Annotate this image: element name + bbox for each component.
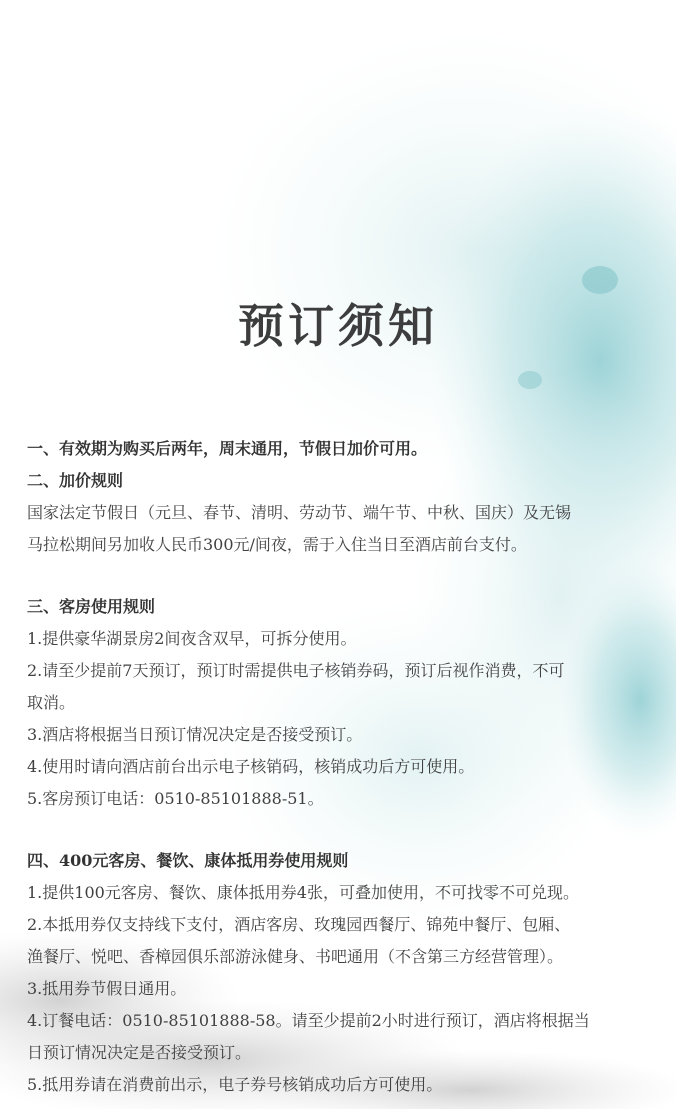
room-rule-line: 1.提供豪华湖景房2间夜含双早，可拆分使用。 <box>27 629 357 648</box>
page-title: 预订须知 <box>238 299 438 353</box>
room-rule-line: 5.客房预订电话：0510-85101888-51。 <box>27 789 324 808</box>
voucher-rule-line: 4.订餐电话：0510-85101888-58。请至少提前2小时进行预订，酒店将根据当 <box>27 1011 590 1030</box>
voucher-rule-line: 2.本抵用券仅支持线下支付，酒店客房、玫瑰园西餐厅、锦苑中餐厅、包厢、 <box>27 915 571 934</box>
surcharge-line: 马拉松期间另加收人民币300元/间夜，需于入住当日至酒店前台支付。 <box>27 535 527 554</box>
voucher-rule-line: 3.抵用券节假日通用。 <box>27 979 187 998</box>
room-rule-line: 3.酒店将根据当日预订情况决定是否接受预订。 <box>27 725 363 744</box>
surcharge-line: 国家法定节假日（元旦、春节、清明、劳动节、端午节、中秋、国庆）及无锡 <box>27 503 572 522</box>
voucher-rule-line: 渔餐厅、悦吧、香樟园俱乐部游泳健身、书吧通用（不含第三方经营管理）。 <box>27 947 564 966</box>
voucher-rules-heading: 四、400元客房、餐饮、康体抵用券使用规则 <box>27 851 349 870</box>
voucher-rule-line: 1.提供100元客房、餐饮、康体抵用券4张，可叠加使用，不可找零不可兑现。 <box>27 883 579 902</box>
room-rule-line: 取消。 <box>27 693 76 712</box>
room-rule-line: 4.使用时请向酒店前台出示电子核销码，核销成功后方可使用。 <box>27 757 475 776</box>
voucher-rule-line: 日预订情况决定是否接受预订。 <box>27 1043 252 1062</box>
surcharge-heading: 二、加价规则 <box>27 471 124 490</box>
room-rules-heading: 三、客房使用规则 <box>27 597 156 616</box>
voucher-rule-line: 5.抵用券请在消费前出示，电子券号核销成功后方可使用。 <box>27 1075 443 1094</box>
validity-heading: 一、有效期为购买后两年，周末通用，节假日加价可用。 <box>27 439 428 458</box>
room-rule-line: 2.请至少提前7天预订，预订时需提供电子核销券码，预订后视作消费，不可 <box>27 661 565 680</box>
